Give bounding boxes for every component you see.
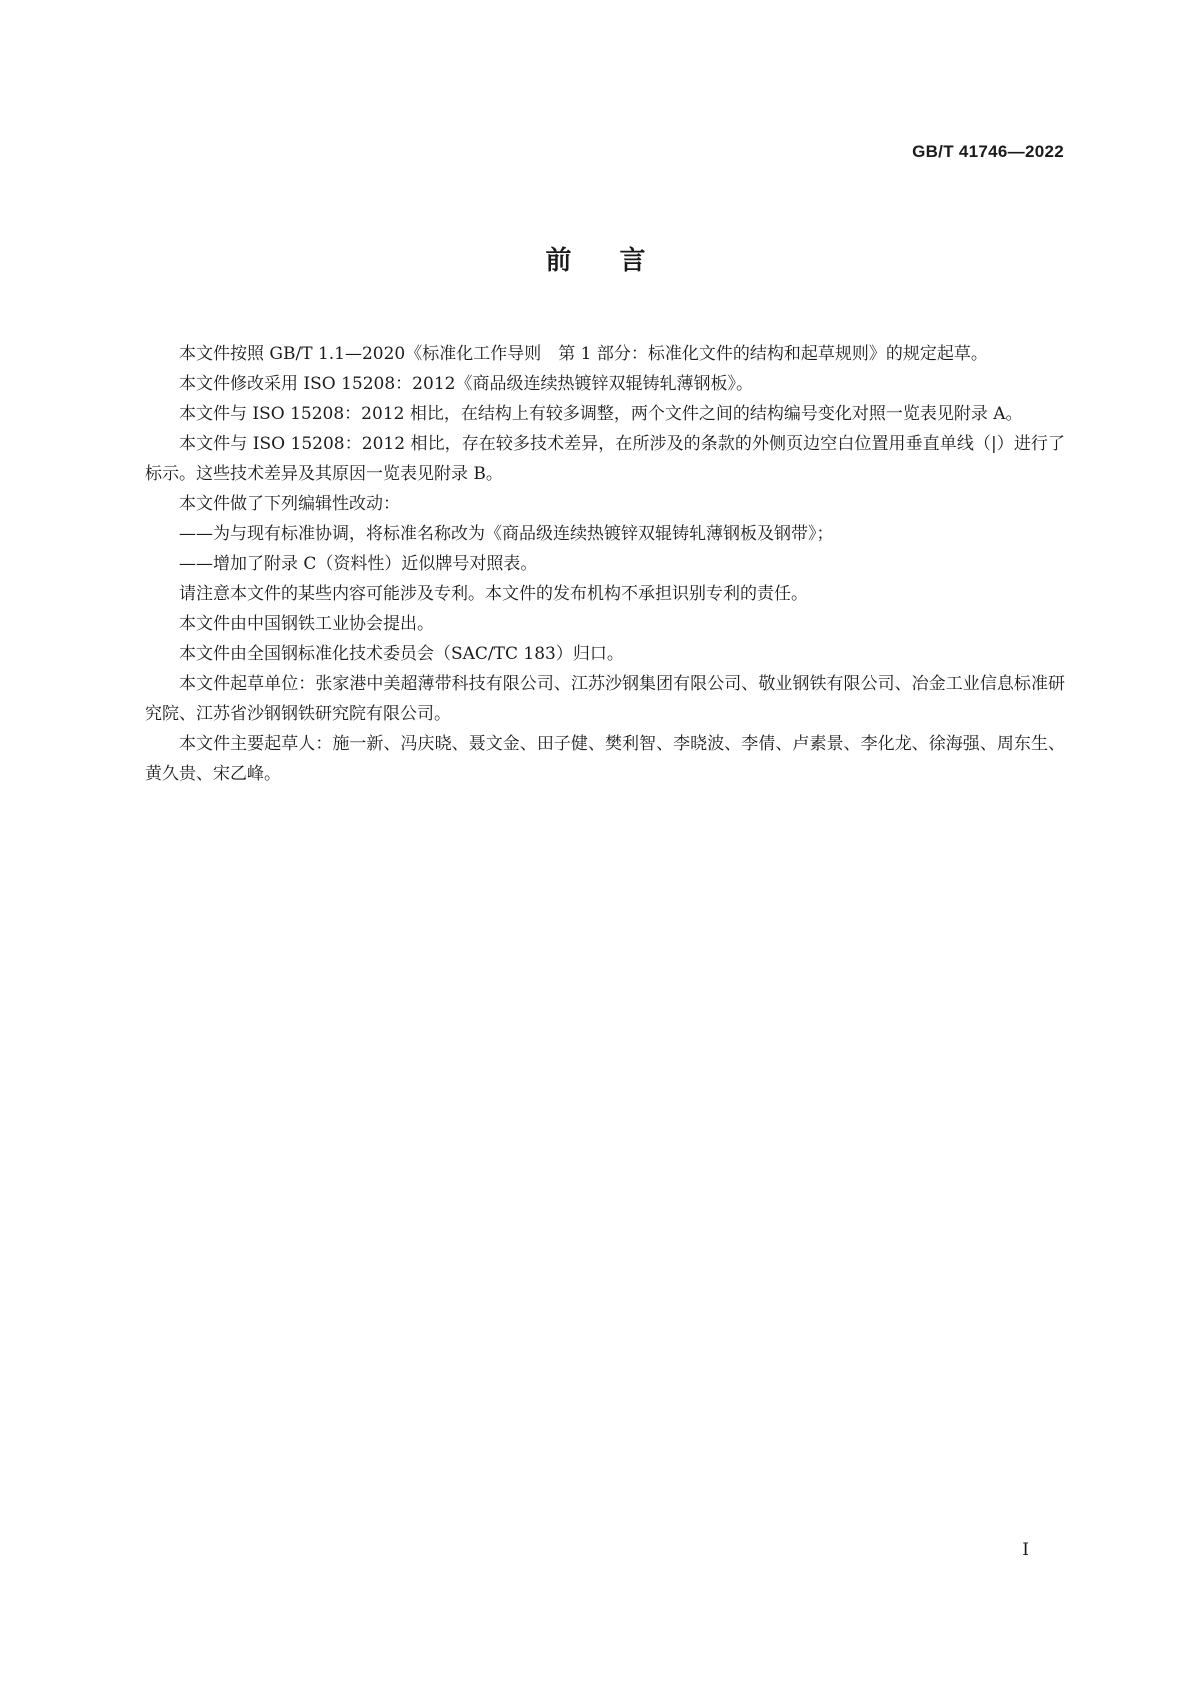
paragraph-patent-notice: 请注意本文件的某些内容可能涉及专利。本文件的发布机构不承担识别专利的责任。 [179,584,808,604]
paragraph-structure-changes: 本文件与 ISO 15208：2012 相比，在结构上有较多调整，两个文件之间的结构编号变化对照一览表见附录 A。 [179,404,1023,424]
foreword-body [145,339,1065,789]
paragraph-adoption: 本文件修改采用 ISO 15208：2012《商品级连续热镀锌双辊铸轧薄钢板》。 [179,374,753,394]
paragraph-drafting-rules: 本文件按照 GB/T 1.1—2020《标准化工作导则 第 1 部分：标准化文件的结构和起草规则》的规定起草。 [179,344,988,364]
paragraph-proposer: 本文件由中国钢铁工业协会提出。 [179,614,434,634]
page-number: I [1022,1540,1029,1560]
paragraph-editorial-changes: 本文件做了下列编辑性改动： [179,494,400,514]
standard-number: GB/T 41746—2022 [912,142,1064,161]
paragraph-drafters: 本文件主要起草人：施一新、冯庆晓、聂文金、田子健、樊利智、李晓波、李倩、卢素景、李化龙、徐海强、周东生、黄久贵、宋乙峰。 [145,734,1065,784]
page-title: 前言 [545,246,694,276]
list-item-title-change: ——为与现有标准协调，将标准名称改为《商品级连续热镀锌双辊铸轧薄钢板及钢带》； [179,524,834,544]
paragraph-committee: 本文件由全国钢标准化技术委员会（SAC/TC 183）归口。 [179,644,624,664]
list-item-annex-c: ——增加了附录 C（资料性）近似牌号对照表。 [179,554,538,574]
paragraph-drafting-organizations: 本文件起草单位：张家港中美超薄带科技有限公司、江苏沙钢集团有限公司、敬业钢铁有限公司、冶金工业信息标准研究院、江苏省沙钢钢铁研究院有限公司。 [145,674,1065,724]
paragraph-technical-differences: 本文件与 ISO 15208：2012 相比，存在较多技术差异，在所涉及的条款的外侧页边空白位置用垂直单线（|）进行了标示。这些技术差异及其原因一览表见附录 B。 [145,434,1065,484]
